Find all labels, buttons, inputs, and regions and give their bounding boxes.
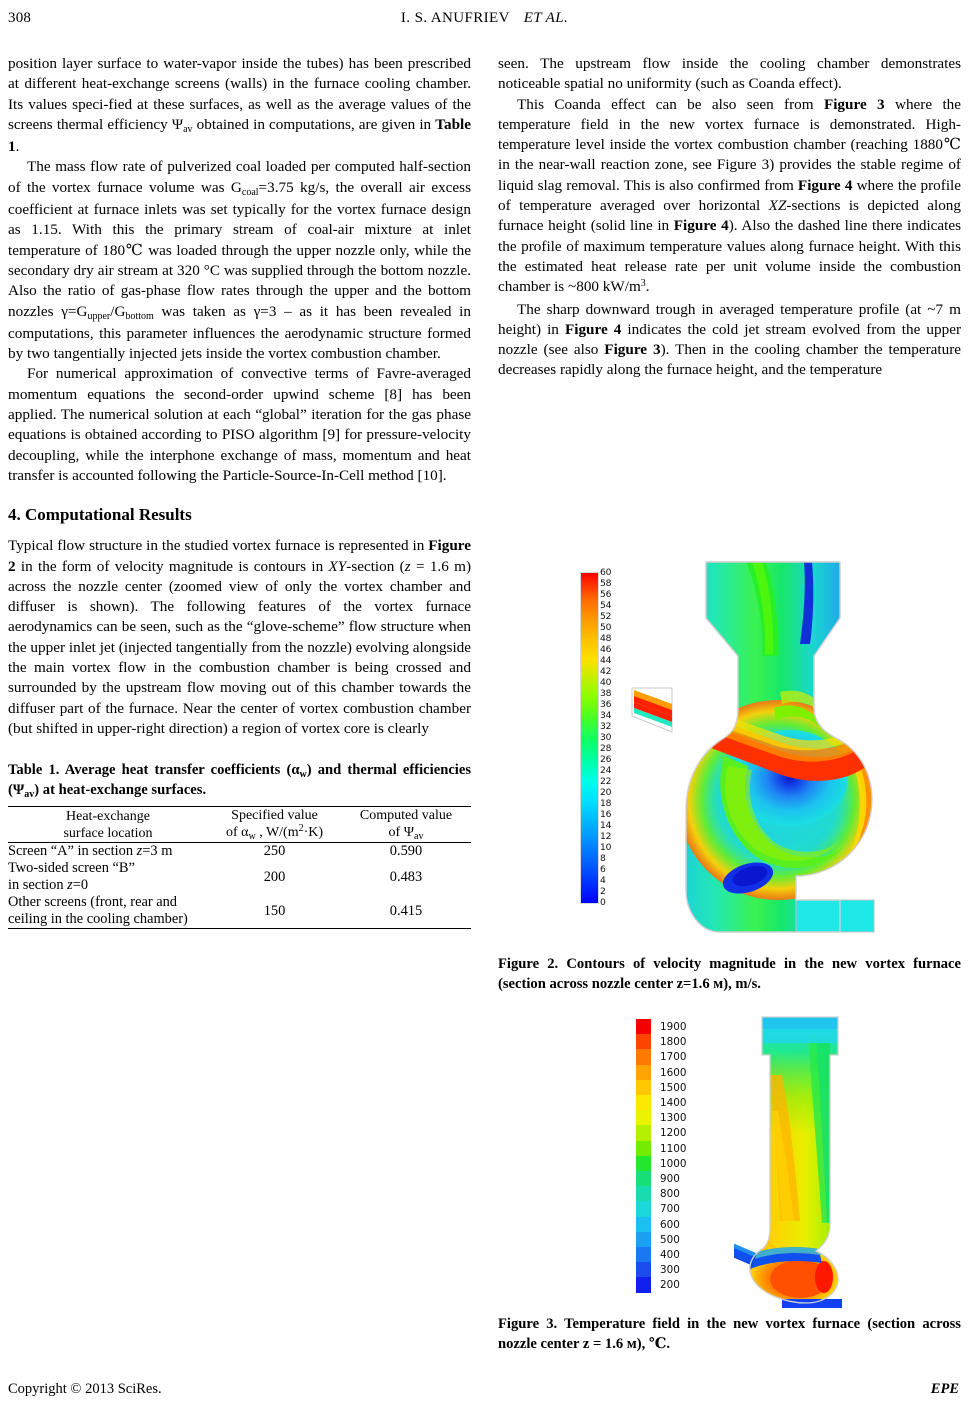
rp2-b: where the temperature field in the new vortex furnace is demonstrated. High-temperature level inside the vortex combustion chamber (reaching 1880℃ in the near-wall reaction zone, see Figure 3) provides the stable regime of liquid slag removal. This is also confirmed from bbox=[498, 95, 962, 194]
table-row bbox=[8, 843, 471, 861]
table1-header-0-line1: Heat-exchange bbox=[66, 808, 150, 824]
figure2-colorbar-tick: 4 bbox=[600, 874, 606, 886]
figure3-colorbar-swatch bbox=[636, 1095, 651, 1111]
figure3-colorbar-tick: 1800 bbox=[660, 1036, 687, 1049]
r1-l2b: =0 bbox=[72, 877, 89, 894]
figure3-colorbar-swatch bbox=[636, 1201, 651, 1217]
figure2-colorbar-tick: 26 bbox=[600, 753, 612, 765]
figure2-colorbar-tick: 0 bbox=[600, 896, 606, 908]
para4-text-b: in the form of velocity magnitude is contours in bbox=[15, 557, 329, 575]
figure3-colorbar-swatch bbox=[636, 1065, 651, 1081]
table1-header-cell-2 bbox=[341, 807, 471, 843]
figure2-colorbar-tick: 18 bbox=[600, 797, 612, 809]
figure3-colorbar-tick: 1900 bbox=[660, 1021, 687, 1033]
figure3-colorbar-swatch bbox=[636, 1217, 651, 1233]
table1-row1-specified: 200 bbox=[263, 868, 286, 885]
table1-header-cell-1 bbox=[208, 807, 341, 843]
figure3-colorbar-tick: 1000 bbox=[660, 1157, 687, 1170]
table-row bbox=[8, 860, 471, 894]
table1-caption-a: Table 1. Average heat transfer coefficients ( bbox=[8, 762, 292, 779]
cubic-exponent: 3 bbox=[640, 278, 646, 290]
table1-row1-computed: 0.483 bbox=[389, 868, 423, 885]
para2-text-c: /G bbox=[110, 302, 126, 320]
figure2-colorbar-tick: 20 bbox=[600, 786, 612, 798]
figure3-colorbar-swatch bbox=[636, 1049, 651, 1065]
figure2-colorbar-tick: 42 bbox=[600, 665, 612, 677]
rp2-f: . bbox=[645, 278, 650, 296]
para4-text-d: = 1.6 m) across the nozzle center (zoomed view of only the vortex chamber and diffuser is shown). The following features of the vortex furnace aerodynamics can be seen, such as the “glove-scheme” flow structure when the upper inlet jet (injected tangentially from the nozzle) evolving alongside the main vortex flow in the combustion chamber is being crossed and surrounded by the upstream flow moving out of this chamber towards the diffuser part of the furnace. Near the center of vortex combustion chamber (but shifted in upper-right direction) a region of vortex core is clearly bbox=[8, 557, 471, 737]
figure2-contour-plot bbox=[628, 560, 918, 935]
table-row bbox=[8, 894, 471, 929]
figure3-colorbar-swatch bbox=[636, 1247, 651, 1263]
gupper-subscript: upper bbox=[87, 310, 111, 322]
figure3-colorbar-swatch bbox=[636, 1262, 651, 1278]
figure2-colorbar-tick: 56 bbox=[600, 588, 612, 600]
table1-row2-label bbox=[8, 894, 208, 929]
gcoal-subscript: coal bbox=[241, 186, 259, 198]
figure2-colorbar-tick: 32 bbox=[600, 720, 612, 732]
table1-row1-label bbox=[8, 860, 208, 894]
h2-psi-sub: av bbox=[414, 831, 424, 843]
figure2-colorbar-tick: 6 bbox=[600, 863, 606, 875]
right-column bbox=[498, 54, 961, 381]
para1-text-a: position layer surface to water-vapor inside the tubes) has been prescribed at different heat-exchange screens (walls) in the furnace cooling chamber. Its values speci-fied at these surfaces, as well as the average values of the screens thermal efficiency bbox=[8, 55, 471, 133]
para1-text-b: obtained in computations, are given in bbox=[192, 115, 436, 133]
figure3-colorbar-swatch bbox=[636, 1156, 651, 1172]
figure2-colorbar-tick: 28 bbox=[600, 742, 612, 754]
figure3-colorbar-swatch bbox=[636, 1232, 651, 1248]
figure3-colorbar-swatch bbox=[636, 1034, 651, 1050]
running-title bbox=[0, 10, 969, 27]
table1-caption-c: ) at heat-exchange surfaces. bbox=[34, 782, 207, 799]
figure2-colorbar-tick: 2 bbox=[600, 885, 606, 897]
running-head bbox=[0, 8, 969, 32]
figure3-colorbar bbox=[636, 1019, 732, 1297]
figure2-colorbar-tick: 60 bbox=[600, 566, 612, 578]
figure2-colorbar-tick: 40 bbox=[600, 676, 612, 688]
figure4-reference: Figure 4 bbox=[797, 176, 853, 194]
figure3-colorbar-tick: 300 bbox=[660, 1264, 680, 1277]
figure-2 bbox=[498, 560, 961, 935]
left-column bbox=[8, 54, 471, 929]
figure2-colorbar-tick: 54 bbox=[600, 599, 612, 611]
figure3-colorbar-swatch bbox=[636, 1186, 651, 1202]
table1-header-1-line1: Specified value bbox=[231, 808, 318, 824]
running-title-etal: ET AL. bbox=[523, 10, 569, 26]
para4-text-c: -section ( bbox=[346, 557, 405, 575]
rp2-d: -sections is depicted along furnace height (solid line in bbox=[498, 197, 961, 235]
psi-subscript-caption: av bbox=[24, 789, 35, 801]
z-italic: z bbox=[404, 557, 411, 575]
figure2-colorbar-tick: 44 bbox=[600, 654, 612, 666]
r0-a: Screen “A” in section bbox=[8, 843, 137, 860]
figure3-colorbar-tick: 1600 bbox=[660, 1066, 687, 1079]
figure3-colorbar-swatch bbox=[636, 1141, 651, 1157]
figure3-colorbar-swatch bbox=[636, 1019, 651, 1035]
para2-text-b: =3.75 kg/s, the overall air excess coefficient at furnace inlets was set typically for the vortex furnace design as 1.15. With this the primary stream of coal-air mixture at inlet temperature of 180℃ was loaded through the upper nozzle only, while the secondary dry air stream at 320 °C was supplied through the bottom nozzle. Also the ratio of gas-phase flow rates through the upper and the bottom nozzles γ=G bbox=[8, 178, 471, 320]
figure3-colorbar-tick: 1400 bbox=[660, 1097, 687, 1109]
figure2-caption: Figure 2. Contours of velocity magnitude in the new vortex furnace (section across nozzle center z=1.6 м), m/s. bbox=[498, 956, 961, 992]
upper-nozzle-duct-fig3 bbox=[734, 1241, 756, 1265]
rp3-c: ). Then in the cooling chamber the temperature decreases rapidly along the furnace height, and the temperature bbox=[498, 341, 962, 379]
figure2-colorbar-tick: 36 bbox=[600, 698, 612, 710]
figure3-colorbar-tick: 500 bbox=[660, 1233, 680, 1246]
figure2-colorbar-tick: 52 bbox=[600, 610, 612, 622]
paragraph-2 bbox=[8, 157, 471, 364]
figure3-temperature-plot bbox=[734, 1015, 934, 1310]
figure3-colorbar-swatch bbox=[636, 1125, 651, 1141]
r0-b: =3 m bbox=[142, 843, 173, 860]
table1-row2-computed: 0.415 bbox=[341, 894, 471, 929]
figure3-caption: Figure 3. Temperature field in the new vortex furnace (section across nozzle center z = 1.6 м), ℃. bbox=[498, 1316, 961, 1352]
paragraph-1 bbox=[8, 54, 471, 157]
table1-header-2-line1: Computed value bbox=[359, 808, 453, 824]
table1-row2-specified: 150 bbox=[208, 894, 341, 929]
paragraph-3: For numerical approximation of convective terms of Favre-averaged momentum equations the second-order upwind scheme [8] has been applied. The numerical solution at each “global” iteration for the gas phase equations is obtained according to PISO algorithm [9] for pressure-velocity decoupling, while the interphone exchange of mass, momentum and heat transfer is accounted following the Particle-Source-In-Cell method [10]. bbox=[8, 365, 471, 484]
rp2-e: ). Also the dashed line there indicates the profile of maximum temperature values along furnace height. With this the estimated heat release rate per unit volume inside the combustion chamber is ~800 kW/m bbox=[498, 217, 962, 296]
figure3-colorbar-tick: 700 bbox=[660, 1203, 680, 1216]
paragraph-4 bbox=[8, 536, 471, 739]
right-paragraph-2 bbox=[498, 95, 961, 300]
figure3-colorbar-tick: 800 bbox=[660, 1188, 680, 1201]
figure2-colorbar-tick: 12 bbox=[600, 830, 612, 842]
figure2-colorbar-tick: 30 bbox=[600, 731, 612, 743]
rp2-a: This Coanda effect can be also seen from bbox=[517, 95, 824, 113]
figure2-colorbar-tick: 38 bbox=[600, 687, 612, 699]
figure3-colorbar-tick: 1300 bbox=[660, 1112, 687, 1125]
r2-l2a: ceiling in the cooling chamber) bbox=[8, 911, 188, 928]
figure2-colorbar-tick: 50 bbox=[600, 621, 612, 633]
alpha-subscript: w bbox=[299, 769, 307, 781]
figure3-colorbar-tick: 1700 bbox=[660, 1051, 687, 1064]
figure3-colorbar-tick: 600 bbox=[660, 1218, 680, 1231]
table1-reference: Table 1 bbox=[8, 115, 471, 156]
figure2-colorbar-tick: 10 bbox=[600, 841, 612, 853]
figure2-colorbar-tick: 8 bbox=[600, 852, 606, 864]
para1-text-c: . bbox=[15, 138, 20, 156]
figure3-colorbar-tick: 400 bbox=[660, 1249, 680, 1261]
r0-it: z bbox=[136, 843, 143, 860]
para4-text-a: Typical flow structure in the studied vortex furnace is represented in bbox=[8, 537, 429, 555]
table1-header-row bbox=[8, 807, 471, 843]
rp3-a: The sharp downward trough in averaged temperature profile (at ~7 m height) in bbox=[498, 300, 961, 338]
figure2-colorbar-tick: 58 bbox=[600, 577, 612, 589]
figure2-colorbar bbox=[580, 572, 599, 904]
running-title-authors: I. S. ANUFRIEV bbox=[400, 10, 510, 26]
figure2-colorbar-tick: 14 bbox=[600, 819, 612, 831]
figure2-colorbar-tick: 34 bbox=[600, 709, 612, 721]
figure3-colorbar-tick: 900 bbox=[660, 1173, 680, 1185]
table1 bbox=[8, 806, 471, 929]
journal-abbreviation: EPE bbox=[930, 1381, 959, 1397]
xz-italic: XZ bbox=[768, 197, 787, 215]
figure2-reference: Figure 2 bbox=[8, 537, 471, 575]
copyright-line: Copyright © 2013 SciRes. bbox=[8, 1381, 162, 1397]
para2-text-d: was taken as γ=3 – as it has been revealed in computations, this parameter influences the aerodynamic structure formed by two tangentially injected jets inside the vortex combustion chamber. bbox=[8, 302, 471, 363]
figure3-reference: Figure 3 bbox=[823, 95, 885, 113]
r1-l2it: z bbox=[67, 877, 73, 894]
table1-header-0-line2: surface location bbox=[63, 825, 153, 841]
figure2-colorbar-tick: 24 bbox=[600, 764, 612, 776]
table1-header-2-line2 bbox=[341, 824, 471, 842]
psi-symbol-caption: Ψ bbox=[12, 782, 25, 799]
table1-header-1-line2 bbox=[208, 824, 341, 842]
table1-row0-computed: 0.590 bbox=[341, 843, 471, 861]
figure2-colorbar-tick: 48 bbox=[600, 632, 612, 644]
h1-pre: of bbox=[225, 825, 242, 841]
h1-alpha-sub: w bbox=[248, 831, 256, 843]
figure2-colorbar-ticks bbox=[600, 566, 626, 908]
upper-nozzle-duct bbox=[632, 688, 672, 732]
r2-a: Other screens (front, rear and bbox=[8, 894, 178, 911]
figure3-colorbar-tick: 1100 bbox=[660, 1142, 687, 1155]
h1-alpha: α bbox=[241, 825, 249, 841]
xy-italic: XY bbox=[328, 557, 347, 575]
table1-row0-specified: 250 bbox=[208, 843, 341, 861]
table1-caption-b: ) and thermal efficiencies ( bbox=[8, 762, 472, 799]
figure3-colorbar-swatch bbox=[636, 1171, 651, 1187]
psi-symbol: Ψ bbox=[171, 115, 184, 133]
r1-l2a: in section bbox=[8, 877, 68, 894]
figure3-colorbar-tick: 1500 bbox=[660, 1081, 687, 1094]
right-paragraph-1: seen. The upstream flow inside the cooling chamber demonstrates noticeable spatial no uniformity (such as Coanda effect). bbox=[498, 55, 961, 93]
figure3-reference-b: Figure 3 bbox=[604, 341, 661, 359]
figure2-colorbar-tick: 16 bbox=[600, 808, 612, 820]
figure3-colorbar-tick: 1200 bbox=[660, 1127, 687, 1140]
h1-end: ·K) bbox=[303, 825, 324, 841]
figure3-colorbar-tick: 200 bbox=[660, 1279, 680, 1292]
right-paragraph-3 bbox=[498, 300, 961, 381]
rp3-b: indicates the cold jet stream evolved from the upper nozzle (see also bbox=[498, 320, 962, 359]
table1-caption bbox=[8, 761, 471, 801]
figure2-colorbar-tick: 46 bbox=[600, 643, 612, 655]
figure3-colorbar-swatch bbox=[636, 1080, 651, 1096]
r1-line2 bbox=[8, 877, 208, 894]
h1-sup: 2 bbox=[298, 823, 304, 835]
gbottom-subscript: bottom bbox=[125, 310, 154, 322]
psi-subscript: av bbox=[183, 123, 193, 135]
figure-3 bbox=[498, 1015, 961, 1310]
figure3-colorbar-swatch bbox=[636, 1110, 651, 1126]
h2-pre: of bbox=[388, 825, 404, 841]
figure4-reference-b: Figure 4 bbox=[673, 217, 729, 235]
figure4-reference-c: Figure 4 bbox=[564, 320, 622, 338]
figure2-colorbar-tick: 22 bbox=[600, 775, 612, 787]
alpha-symbol: α bbox=[291, 762, 300, 779]
table1-header-cell-0 bbox=[8, 807, 208, 843]
rp2-c: where the profile of temperature averaged over horizontal bbox=[498, 176, 962, 215]
table1-block bbox=[8, 761, 471, 929]
h2-psi: Ψ bbox=[403, 825, 415, 841]
h1-post: , W/(m bbox=[255, 825, 299, 841]
page-number: 308 bbox=[8, 10, 32, 26]
figure3-colorbar-swatch bbox=[636, 1277, 651, 1293]
table1-row0-label bbox=[8, 843, 208, 861]
para2-text-a: The mass flow rate of pulverized coal loaded per computed half-section of the vortex furnace volume was G bbox=[8, 158, 471, 196]
r1-a: Two-sided screen “B” bbox=[8, 860, 135, 877]
section-heading-computational-results: 4. Computational Results bbox=[8, 505, 192, 525]
